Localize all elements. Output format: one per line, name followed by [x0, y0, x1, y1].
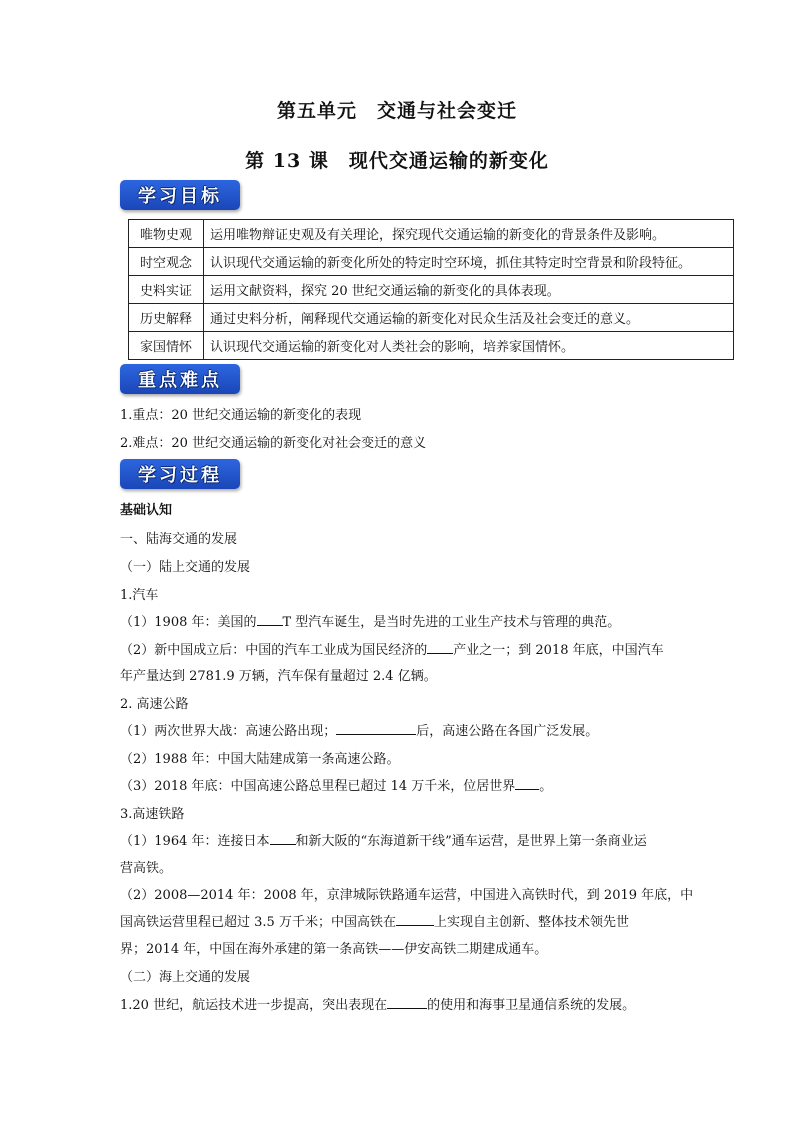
text-segment: （1）1964 年：连接日本 [120, 834, 270, 849]
text-segment: 。 [539, 779, 553, 794]
fill-blank[interactable] [427, 640, 453, 654]
paragraph-line [120, 775, 552, 794]
goal-text: 通过史料分析，阐释现代交通运输的新变化对民众生活及社会变迁的意义。 [204, 304, 734, 332]
text-segment: 的使用和海事卫星通信系统的发展。 [427, 998, 636, 1013]
goal-category: 家国情怀 [129, 332, 204, 360]
key-points-badge-label: 重点难点 [138, 370, 222, 391]
fill-blank[interactable] [515, 776, 539, 790]
text-segment: （1）两次世界大战：高速公路出现； [120, 724, 337, 739]
goal-text: 运用唯物辩证史观及有关理论，探究现代交通运输的新变化的背景条件及影响。 [204, 220, 734, 248]
text-segment: T 型汽车诞生，是当时先进的工业生产技术与管理的典范。 [282, 615, 621, 630]
goal-category: 唯物史观 [129, 220, 204, 248]
paragraph-line [120, 720, 598, 739]
fill-blank[interactable] [396, 912, 434, 926]
fill-blank[interactable] [257, 612, 283, 626]
key-points-badge [120, 364, 240, 394]
text-segment: （1）1908 年：美国的 [120, 615, 257, 630]
focus-point: 1.重点：20 世纪交通运输的新变化的表现 [120, 408, 362, 423]
difficulty-point: 2.难点：20 世纪交通运输的新变化对社会变迁的意义 [120, 436, 427, 451]
text-segment: 国高铁运营里程已超过 3.5 万千米；中国高铁在 [120, 915, 396, 930]
goal-category: 历史解释 [129, 304, 204, 332]
table-row [129, 332, 734, 360]
text-segment: 后，高速公路在各国广泛发展。 [416, 724, 599, 739]
table-row [129, 248, 734, 276]
paragraph-line: 界；2014 年，中国在海外承建的第一条高铁——伊安高铁二期建成通车。 [120, 942, 548, 957]
goal-text: 认识现代交通运输的新变化所处的特定时空环境，抓住其特定时空背景和阶段特征。 [204, 248, 734, 276]
paragraph-line: 年产量达到 2781.9 万辆，汽车保有量超过 2.4 亿辆。 [120, 669, 437, 684]
basics-heading: 基础认知 [120, 503, 173, 518]
paragraph-line [120, 639, 664, 658]
unit-title: 第五单元 交通与社会变迁 [276, 100, 517, 122]
item-heading: 3.高速铁路 [120, 807, 185, 822]
goals-badge-label: 学习目标 [138, 186, 222, 207]
text-segment: （3）2018 年底：中国高速公路总里程已超过 14 万千米，位居世界 [120, 779, 516, 794]
item-heading: 2. 高速公路 [120, 697, 189, 712]
goal-category: 时空观念 [129, 248, 204, 276]
paragraph-line: 营高铁。 [120, 861, 173, 876]
text-segment: 和新大阪的“东海道新干线”通车运营，是世界上第一条商业运 [295, 834, 647, 849]
paragraph-line: （2）1988 年：中国大陆建成第一条高速公路。 [120, 752, 400, 767]
text-segment: 上实现自主创新、整体技术领先世 [433, 915, 629, 930]
text-segment: 产业之一；到 2018 年底，中国汽车 [453, 643, 664, 658]
text-segment: 1.20 世纪，航运技术进一步提高，突出表现在 [120, 998, 388, 1013]
table-row [129, 276, 734, 304]
paragraph-line [120, 611, 620, 630]
table-row [129, 220, 734, 248]
paragraph-line: （2）2008—2014 年：2008 年，京津城际铁路通车运营，中国进入高铁时代，到 2019 年底，中 [120, 888, 694, 903]
lesson-title: 第 13 课 现代交通运输的新变化 [245, 150, 549, 172]
item-heading: 1.汽车 [120, 588, 159, 603]
section-heading: 一、陆海交通的发展 [120, 532, 238, 547]
paragraph-line [120, 994, 635, 1013]
goal-text: 运用文献资料，探究 20 世纪交通运输的新变化的具体表现。 [204, 276, 734, 304]
process-badge [120, 459, 240, 489]
goal-text: 认识现代交通运输的新变化对人类社会的影响，培养家国情怀。 [204, 332, 734, 360]
fill-blank[interactable] [336, 721, 416, 735]
table-row [129, 304, 734, 332]
subsection-heading: （二）海上交通的发展 [120, 970, 251, 985]
subsection-heading: （一）陆上交通的发展 [120, 560, 251, 575]
goal-category: 史料实证 [129, 276, 204, 304]
paragraph-line [120, 830, 647, 849]
paragraph-line [120, 911, 629, 930]
process-badge-label: 学习过程 [138, 465, 222, 486]
goals-badge [120, 180, 240, 210]
fill-blank[interactable] [270, 831, 296, 845]
goals-table [128, 219, 734, 360]
text-segment: （2）新中国成立后：中国的汽车工业成为国民经济的 [120, 643, 428, 658]
fill-blank[interactable] [387, 995, 427, 1009]
